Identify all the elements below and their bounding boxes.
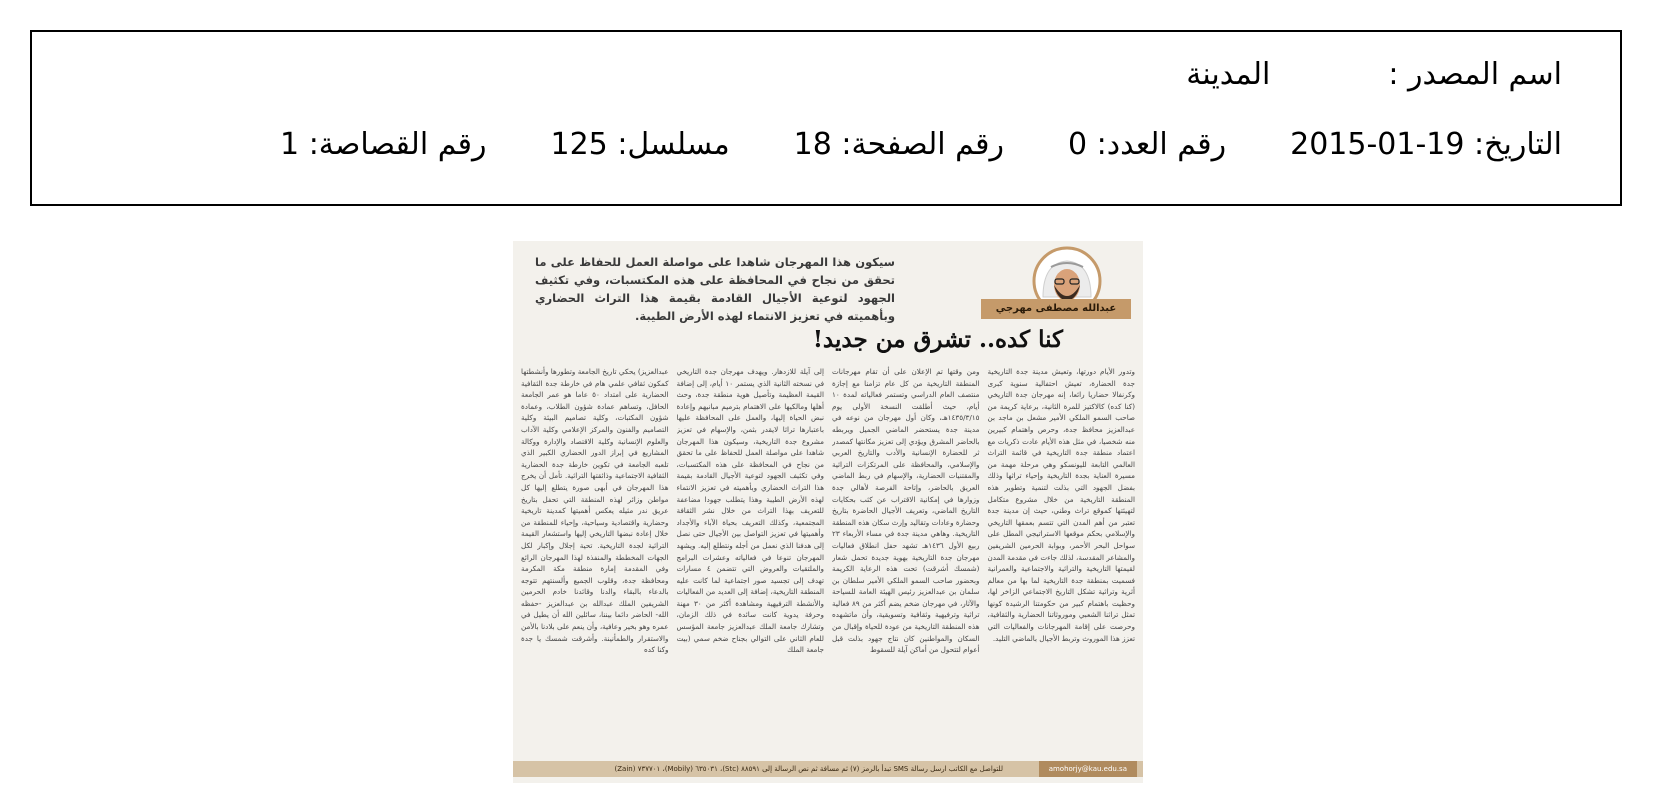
author-name-tag: عبدالله مصطفى مهرجي [981,299,1131,319]
issue-value: 0 [1067,127,1088,162]
author-email: amohorjy@kau.edu.sa [1039,761,1137,777]
source-line [1186,57,1562,92]
article-column: ومن وقتها تم الإعلان على أن تقام مهرجانات المنطقة التاريخية من كل عام تزامنا مع إجازة منتصف العام الدراسي وتستمر فعالياته لمدة ١٠ أيام، حيث أطلقت النسخة الأولى يوم ١٤٣٥/٣/١٥هـ، وكان أول مهرجان من نوعه في مدينة جدة يستحضر الماضي الجميل ويربطه بالحاضر المشرق ويؤدي إلى تعزيز مكانتها كمصدر ثر للحضارة الإنسانية والأدب والتاريخ العربي والإسلامي، والمحافظة على المرتكزات التراثية والمقتنيات الحضارية، والإسهام في ربط الماضي العريق بالحاضر، وإتاحة الفرصة لأهالي جدة وزوارها في إمكانية الاقتراب عن كثب بحكايات التاريخ الماضي، وتعريف الأجيال الحاضرة بتاريخ وحضارة وعادات وتقاليد وإرث سكان هذه المنطقة التاريخية. وهاهي مدينة جدة في مساء الأربعاء ٢٣ ربيع الأول ١٤٣٦هـ تشهد حفل انطلاق فعاليات مهرجان جدة التاريخية بهوية جديدة تحمل شعار (شمسك أشرقت) تحت هذه الرعاية الكريمة وبحضور صاحب السمو الملكي الأمير سلطان بن سلمان بن عبدالعزيز رئيس الهيئة العامة للسياحة والآثار، في مهرجان ضخم يضم أكثر من ٨٩ فعالية تراثية وترفيهية وثقافية وتسويقية، وأن ماتشهده هذه المنطقة التاريخية من عودة للحياة وإقبال من السكان والمواطنين كان نتاج جهود بذلت قبل أعوام لتتحول من أماكن آيلة للسقوط [832,367,980,655]
article-column: إلى آيلة للازدهار. ويهدف مهرجان جدة التاريخي في نسخته الثانية الذي يستمر ١٠ أيام، إلى إضافة القيمة العظيمة وتأصيل هوية منطقة جدة، وحث أهلها ومالكيها على الاهتمام بترميم مبانيهم وإعادة نبض الحياة إليها، والعمل على المحافظة عليها باعتبارها تراثا لايقدر بثمن، والإسهام في تعزيز مشروع جدة التاريخية، وسيكون هذا المهرجان شاهدا على مواصلة العمل للحفاظ على ما تحقق من نجاح في المحافظة على هذه المكتسبات، وفي تكثيف الجهود لتوعية الأجيال القادمة بقيمة هذا التراث الحضاري وبأهميته في تعزيز الانتماء لهذه الأرض الطيبة وهذا يتطلب جهودا مضاعفة للتعريف بهذا التراث من خلال نشر الثقافة المجتمعية، وكذلك التعريف بحياة الآباء والأجداد وأهميتها في تعزيز التواصل بين الأجيال حتى نصل إلى هدفنا الذي نعمل من أجله ونتطلع إليه. ويشهد المهرجان تنوعا في فعالياته وعشرات البرامج والملتقيات والعروض التي تتضمن ٤ مسارات تهدف إلى تجسيد صور اجتماعية لما كانت عليه المنطقة التاريخية، إضافة إلى العديد من الفعاليات والأنشطة الترفيهية ومشاهدة أكثر من ٣٠ مهنة وحرفة يدوية كانت سائدة في ذلك الزمان، وتشارك جامعة الملك عبدالعزيز جامعة المؤسس للعام الثاني على التوالي بجناح ضخم سمي (بيت جامعة الملك [676,367,824,655]
date-value: 2015-01-19 [1290,127,1465,162]
clipping-metadata-box [30,30,1622,206]
details-line [280,127,1562,162]
clip-value: 1 [280,127,300,162]
source-value: المدينة [1186,57,1271,92]
article-title: كنا كده.. تشرق من جديد! [812,326,1063,353]
serial-value: 125 [550,127,608,162]
clip-label: رقم القصاصة: [308,127,487,162]
sms-contact-line: للتواصل مع الكاتب ارسل رسالة SMS تبدأ بالرمز (٧) ثم مسافة ثم نص الرسالة إلى ٨٨٥٩١ (Stc)، ٦٣٥٠٣١ (Mobily)، ٧٣٧٧٠١ (Zain) [614,765,1003,773]
article-column: عبدالعزيز) يحكي تاريخ الجامعة وتطورها وأنشطتها كمكون ثقافي علمي هام في خارطة جدة الثقافية الحضارية على امتداد ٥٠ عاما هو عمر الجامعة الحافل، وتساهم عمادة شؤون الطلاب، وعمادة شؤون المكتبات، وكلية تصاميم البيئة وكلية التصاميم والفنون والمركز الإعلامي وكلية الآداب والعلوم الإنسانية وكلية الاقتصاد والإدارة ووكالة المشاريع في إبراز الدور الحضاري الكبير الذي تلعبه الجامعة في تكوين خارطة جدة الحضارية الثقافية الاجتماعية وذائقتها التراثية. تأمل أن يخرج هذا المهرجان في أبهى صورة يتطلع إليها كل مواطن وزائر لهذه المنطقة التي تحفل بتاريخ عريق ندر مثيله يعكس أهميتها كمدينة تاريخية وحضارية واقتصادية وسياحية، وإحياء للمنطقة من خلال إعادة نبضها التاريخي إليها واستشعار القيمة التراثية لجدة التاريخية. تحية إجلال وإكبار لكل الجهات المخططة والمنفذة لهذا المهرجان الرائع وفي المقدمة إمارة منطقة مكة المكرمة ومحافظة جدة، وقلوب الجميع وألسنتهم تتوجه بالدعاء بالبقاء والدنا وقائدنا خادم الحرمين الشريفين الملك عبدالله بن عبدالعزيز -حفظه الله- الحاضر دائما بيننا، سائلين الله أن يطيل في عمره وهو بخير وعافية، وأن ينعم على بلادنا بالأمن والاستقرار والطمأنينة. وأشرقت شمسك يا جدة وكنا كده [521,367,669,655]
article-columns [521,366,1135,754]
date-label: التاريخ: [1474,127,1562,162]
pull-quote: سيكون هذا المهرجان شاهدا على مواصلة العمل للحفاظ على ما تحقق من نجاح في المحافظة على هذه المكتسبات، وفي تكثيف الجهود لتوعية الأجيال القادمة بقيمة هذا التراث الحضاري وبأهميته في تعزيز الانتماء لهذه الأرض الطيبة. [535,255,895,323]
source-label: اسم المصدر : [1388,57,1562,92]
serial-label: مسلسل: [617,127,730,162]
page-value: 18 [793,127,832,162]
page-label: رقم الصفحة: [841,127,1004,162]
contact-footer-strip [513,761,1143,777]
issue-label: رقم العدد: [1096,127,1227,162]
newspaper-clipping [513,241,1143,783]
article-column: وتدور الأيام دورتها، وتعيش مدينة جدة التاريخية جدة الحضارة، تعيش احتفالية سنوية كبرى وكرنفالا حضاريا رائعا، إنه مهرجان جدة التاريخي (كنا كده) كالاكتيز للمرة الثانية، برعاية كريمة من صاحب السمو الملكي الأمير مشعل بن ماجد بن عبدالعزيز محافظ جدة، وحرص واهتمام كبيرين منه شخصيا، في مثل هذه الأيام عادت ذكريات مع اعتماد منطقة جدة التاريخية في قائمة التراث العالمي التابعة لليونسكو وهي مرحلة مهمة من مسيرة العناية بجدة التاريخية وإحياء تراثها وذلك بفضل الجهود التي بذلت لتنمية وتطوير هذه المنطقة التاريخية من خلال مشروع متكامل لتهيئتها كموقع تراث وطني، حيث إن مدينة جدة تعتبر من أهم المدن التي تتسم بعمقها التاريخي والإسلامي بحكم موقعها الاستراتيجي المطل على سواحل البحر الأحمر، وبوابة الحرمين الشريفين والمشاعر المقدسة، لذلك جاءت في مقدمة المدن لقيمتها التاريخية والتراثية والاجتماعية والعمرانية فسميت بمنطقة جدة التاريخية لما بها من معالم أثرية وتراثية تشكل التاريخ الاجتماعي الزاخر لها، وحظيت باهتمام كبير من حكومتنا الرشيدة كونها تمثل تراثنا الشعبي وموروثاتنا الحضارية والثقافية، وحرصت على إقامة المهرجانات والفعاليات التي تعزز هذا الموروث وتربط الأجيال بالماضي التليد. [987,367,1135,643]
